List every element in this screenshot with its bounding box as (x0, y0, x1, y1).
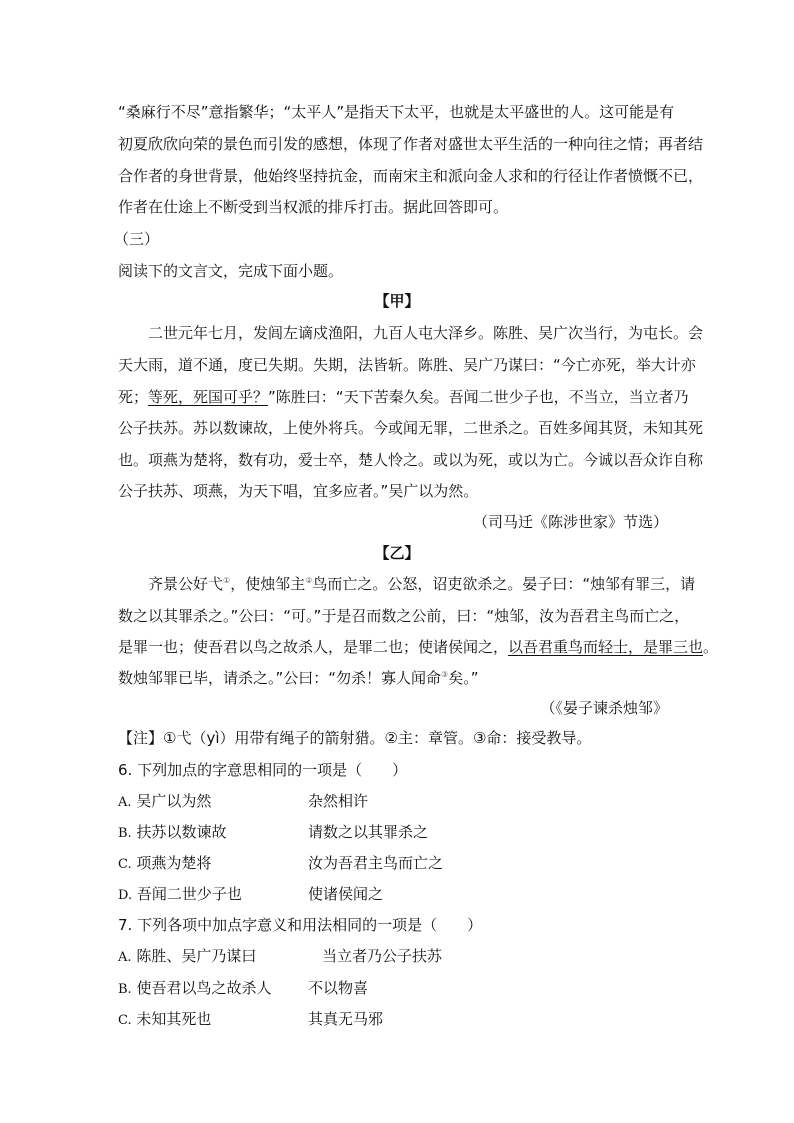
option-letter: B. (118, 826, 132, 841)
passage-yi-line-1-a: 齐景公好弋 (148, 575, 224, 593)
question-7-option-a-right: 当立者乃公子扶苏 (322, 947, 443, 965)
question-7-stem: 7. 下列各项中加点字意义和用法相同的一项是（ ） (118, 916, 483, 934)
passage-yi-heading: 【乙】 (374, 544, 420, 562)
question-7-option-b (118, 978, 271, 1000)
reading-instruction: 阅读下的文言文，完成下面小题。 (118, 262, 344, 280)
question-6-option-c (118, 853, 211, 875)
option-letter: A. (118, 795, 132, 810)
footnote-marker-2: ② (305, 576, 313, 585)
option-left-text: 未知其死也 (136, 1010, 212, 1028)
annotation-note: 【注】①弋（yì）用带有绳子的箭射猎。②主：章管。③命：接受教导。 (118, 729, 592, 747)
passage-jia-line-2: 天大雨，道不通，度已失期。失期，法皆斩。陈胜、吴广乃谋曰：“今亡亦死，举大计亦 (118, 356, 696, 374)
analysis-line-4: 作者在仕途上不断受到当权派的排斥打击。据此回答即可。 (118, 198, 509, 216)
question-6-option-b (118, 822, 226, 844)
passage-jia-line-1: 二世元年七月，发闾左谪戍渔阳，九百人屯大泽乡。陈胜、吴广次当行，为屯长。会 (148, 324, 704, 342)
underlined-sentence-jia: 等死，死国可乎？ (148, 388, 269, 406)
passage-yi-line-4-text: 数烛邹罪已毕，请杀之。”公曰：“勿杀！寡人闻命 (118, 669, 442, 687)
analysis-line-1: “桑麻行不尽”意指繁华；“太平人”是指天下太平，也就是太平盛世的人。这可能是有 (118, 103, 675, 121)
question-7-option-c (118, 1009, 211, 1031)
question-6-option-a (118, 791, 211, 813)
option-left-text: 陈胜、吴广乃谋曰 (136, 947, 257, 965)
question-7-option-a (118, 946, 256, 968)
option-left-text: 吴广以为然 (136, 792, 212, 810)
passage-yi-line-4 (118, 668, 479, 688)
option-letter: C. (118, 1013, 132, 1028)
passage-jia-line-3 (118, 387, 689, 407)
passage-yi-line-3-post: 。 (703, 638, 719, 656)
option-letter: D. (118, 888, 133, 903)
option-letter: B. (118, 982, 132, 997)
passage-yi-line-3 (118, 637, 718, 657)
passage-jia-line-4: 公子扶苏。苏以数谏故，上使外将兵。今或闻无罪，二世杀之。百姓多闻其贤，未知其死 (118, 419, 704, 437)
passage-yi-line-3-pre: 是罪一也；使吾君以鸟之故杀人，是罪二也；使诸侯闻之， (118, 638, 509, 656)
question-6-option-c-right: 汝为吾君主鸟而亡之 (308, 854, 444, 872)
passage-jia-line-6: 公子扶苏、项燕，为天下唱，宜多应者。”吴广以为然。 (118, 482, 479, 500)
question-6-option-a-right: 杂然相许 (308, 792, 369, 810)
question-6-option-b-right: 请数之以其罪杀之 (308, 823, 429, 841)
passage-jia-source: （司马迁《陈涉世家》节选） (472, 513, 668, 531)
question-7-option-c-right: 其真无马邪 (308, 1010, 384, 1028)
option-left-text: 项燕为楚将 (136, 854, 212, 872)
passage-jia-line-5: 也。项燕为楚将，数有功，爱士卒，楚人怜之。或以为死，或以为亡。今诚以吾众诈自称 (118, 451, 704, 469)
option-letter: A. (118, 950, 132, 965)
passage-yi-line-2: 数之以其罪杀之。”公曰：“可。”于是召而数之公前，曰：“烛邹，汝为吾君主鸟而亡之， (118, 607, 690, 625)
passage-yi-line-1 (148, 574, 695, 594)
underlined-sentence-yi: 以吾君重鸟而轻士，是罪三也 (508, 638, 704, 656)
analysis-line-2: 初夏欣欣向荣的景色而引发的感想，体现了作者对盛世太平生活的一种向往之情；再者结 (118, 135, 704, 153)
option-left-text: 扶苏以数谏故 (136, 823, 227, 841)
footnote-marker-1: ① (223, 576, 231, 585)
footnote-marker-3: ③ (441, 670, 449, 679)
analysis-line-3: 合作者的身世背景，他始终坚持抗金，而南宋主和派向金人求和的行径让作者愤慨不已， (118, 167, 704, 185)
option-left-text: 使吾君以鸟之故杀人 (136, 979, 272, 997)
passage-jia-line-3-post: ”陈胜曰：“天下苦秦久矣。吾闻二世少子也，不当立，当立者乃 (268, 388, 689, 406)
option-left-text: 吾闻二世少子也 (136, 885, 242, 903)
question-6-option-d-right: 使诸侯闻之 (308, 885, 384, 903)
question-6-option-d (118, 884, 242, 906)
passage-yi-line-1-c: 鸟而亡之。公怒，诏吏欲杀之。晏子曰：“烛邹有罪三，请 (312, 575, 696, 593)
question-6-stem: 6. 下列加点的字意思相同的一项是（ ） (118, 761, 408, 779)
section-number: （三） (114, 230, 160, 248)
question-7-option-b-right: 不以物喜 (308, 979, 369, 997)
passage-yi-source: （《晏子谏杀烛邹》 (540, 699, 668, 717)
passage-yi-line-1-b: ，使烛邹主 (230, 575, 306, 593)
option-letter: C. (118, 857, 132, 872)
passage-jia-heading: 【甲】 (374, 292, 420, 310)
passage-jia-line-3-pre: 死； (118, 388, 149, 406)
passage-yi-line-4-end: 矣。” (448, 669, 479, 687)
